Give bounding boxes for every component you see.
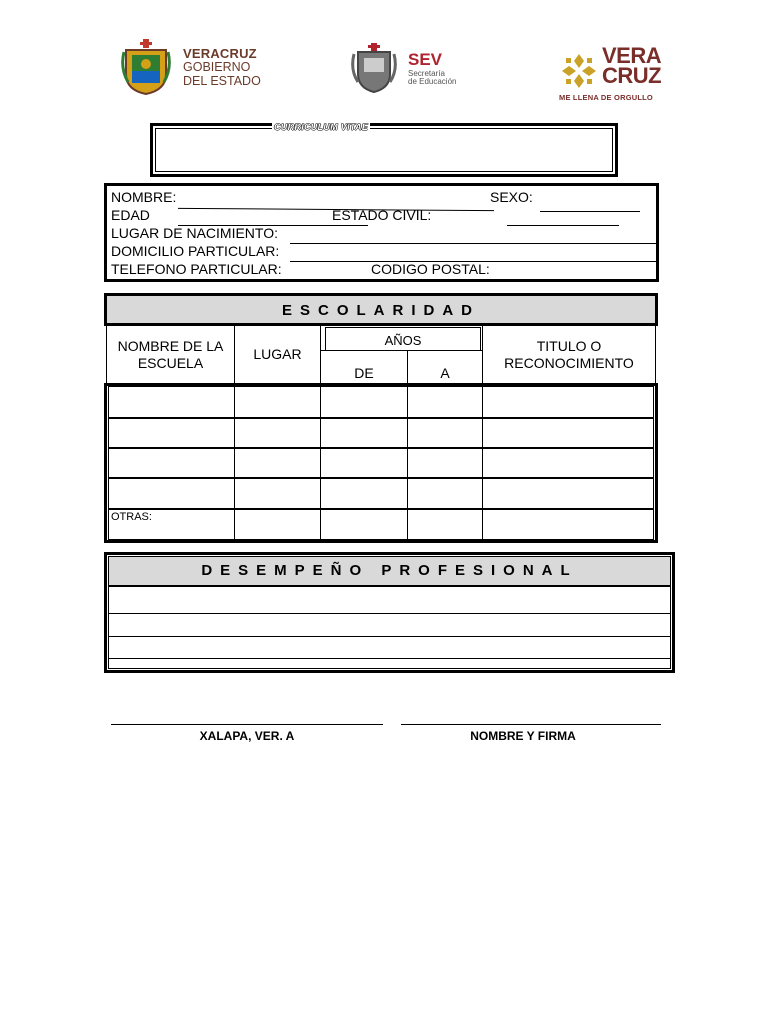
codigo-postal-label: CODIGO POSTAL: — [371, 261, 490, 277]
escolaridad-cell — [234, 478, 321, 509]
escolaridad-cell — [108, 448, 235, 478]
escolaridad-cell — [407, 509, 483, 540]
col-titulo-label: TITULO O RECONOCIMIENTO — [504, 338, 634, 371]
desempeno-line-3 — [108, 658, 671, 659]
escolaridad-cell — [407, 448, 483, 478]
escolaridad-cell — [320, 478, 408, 509]
escolaridad-cell — [234, 509, 321, 540]
nombre-firma-label: NOMBRE Y FIRMA — [470, 729, 576, 743]
estado-civil-label: ESTADO CIVIL: — [332, 207, 432, 223]
escolaridad-cell — [320, 386, 408, 418]
veracruz-tagline: ME LLENA DE ORGULLO — [559, 93, 653, 102]
escolaridad-cell — [234, 448, 321, 478]
lugar-fecha-label: XALAPA, VER. A — [199, 729, 295, 743]
gobierno-line1: VERACRUZ — [183, 46, 257, 61]
escolaridad-cell — [482, 418, 654, 448]
lugar-nacimiento-line — [290, 243, 658, 244]
sev-line3: de Educación — [408, 77, 457, 86]
veracruz-orgullo-logo — [558, 43, 678, 104]
escolaridad-cell — [407, 418, 483, 448]
escolaridad-cell — [320, 418, 408, 448]
gobierno-line2: GOBIERNO — [183, 60, 251, 74]
veracruz-line1: VERA — [602, 43, 662, 68]
domicilio-label: DOMICILIO PARTICULAR: — [111, 243, 280, 259]
telefono-label: TELEFONO PARTICULAR: — [111, 261, 282, 277]
cv-title-box — [150, 123, 618, 177]
desempeno-line-2 — [108, 636, 671, 637]
escolaridad-cell — [407, 386, 483, 418]
desempeno-heading: DESEMPEÑO PROFESIONAL — [201, 562, 578, 579]
escolaridad-cell — [482, 448, 654, 478]
escolaridad-cell — [108, 418, 235, 448]
escolaridad-cell — [407, 478, 483, 509]
cv-title: CURRICULUM VITAE — [274, 122, 369, 132]
escolaridad-heading: ESCOLARIDAD — [281, 302, 480, 319]
desempeno-inner — [108, 586, 671, 669]
col-anos-label: AÑOS — [384, 333, 422, 348]
nombre-label: NOMBRE: — [111, 189, 177, 205]
desempeno-header — [108, 556, 671, 586]
escolaridad-cell — [234, 386, 321, 418]
escolaridad-cell — [234, 418, 321, 448]
escolaridad-cell — [320, 509, 408, 540]
sev-logo — [350, 42, 490, 94]
lugar-fecha-line — [111, 724, 383, 725]
lugar-nacimiento-label: LUGAR DE NACIMIENTO: — [111, 225, 278, 241]
col-a-label: A — [440, 365, 450, 381]
veracruz-pattern-icon — [560, 52, 598, 90]
escolaridad-cell — [482, 509, 654, 540]
sexo-label: SEXO: — [490, 189, 533, 205]
col-de-label: DE — [354, 365, 374, 381]
escolaridad-header — [104, 293, 658, 326]
sev-acronym: SEV — [408, 50, 443, 69]
escolaridad-cell — [482, 386, 654, 418]
escolaridad-cell — [482, 478, 654, 509]
gobierno-line3: DEL ESTADO — [183, 73, 261, 88]
col-escuela-label: NOMBRE DE LA ESCUELA — [117, 338, 224, 371]
escolaridad-cell — [108, 386, 235, 418]
nombre-firma-line — [401, 724, 661, 725]
otras-label: OTRAS: — [111, 511, 152, 523]
desempeno-line-1 — [108, 613, 671, 614]
col-lugar-label: LUGAR — [253, 346, 302, 362]
sexo-line — [540, 211, 640, 212]
veracruz-line2: CRUZ — [602, 63, 662, 89]
gobierno-veracruz-logo — [120, 38, 280, 96]
sev-shield-icon — [350, 42, 398, 94]
escolaridad-cell — [320, 448, 408, 478]
edad-label: EDAD — [111, 207, 150, 223]
sev-line2: Secretaría — [408, 69, 445, 78]
veracruz-coat-of-arms-icon — [120, 38, 172, 96]
estado-civil-line — [507, 225, 619, 226]
escolaridad-cell — [108, 478, 235, 509]
